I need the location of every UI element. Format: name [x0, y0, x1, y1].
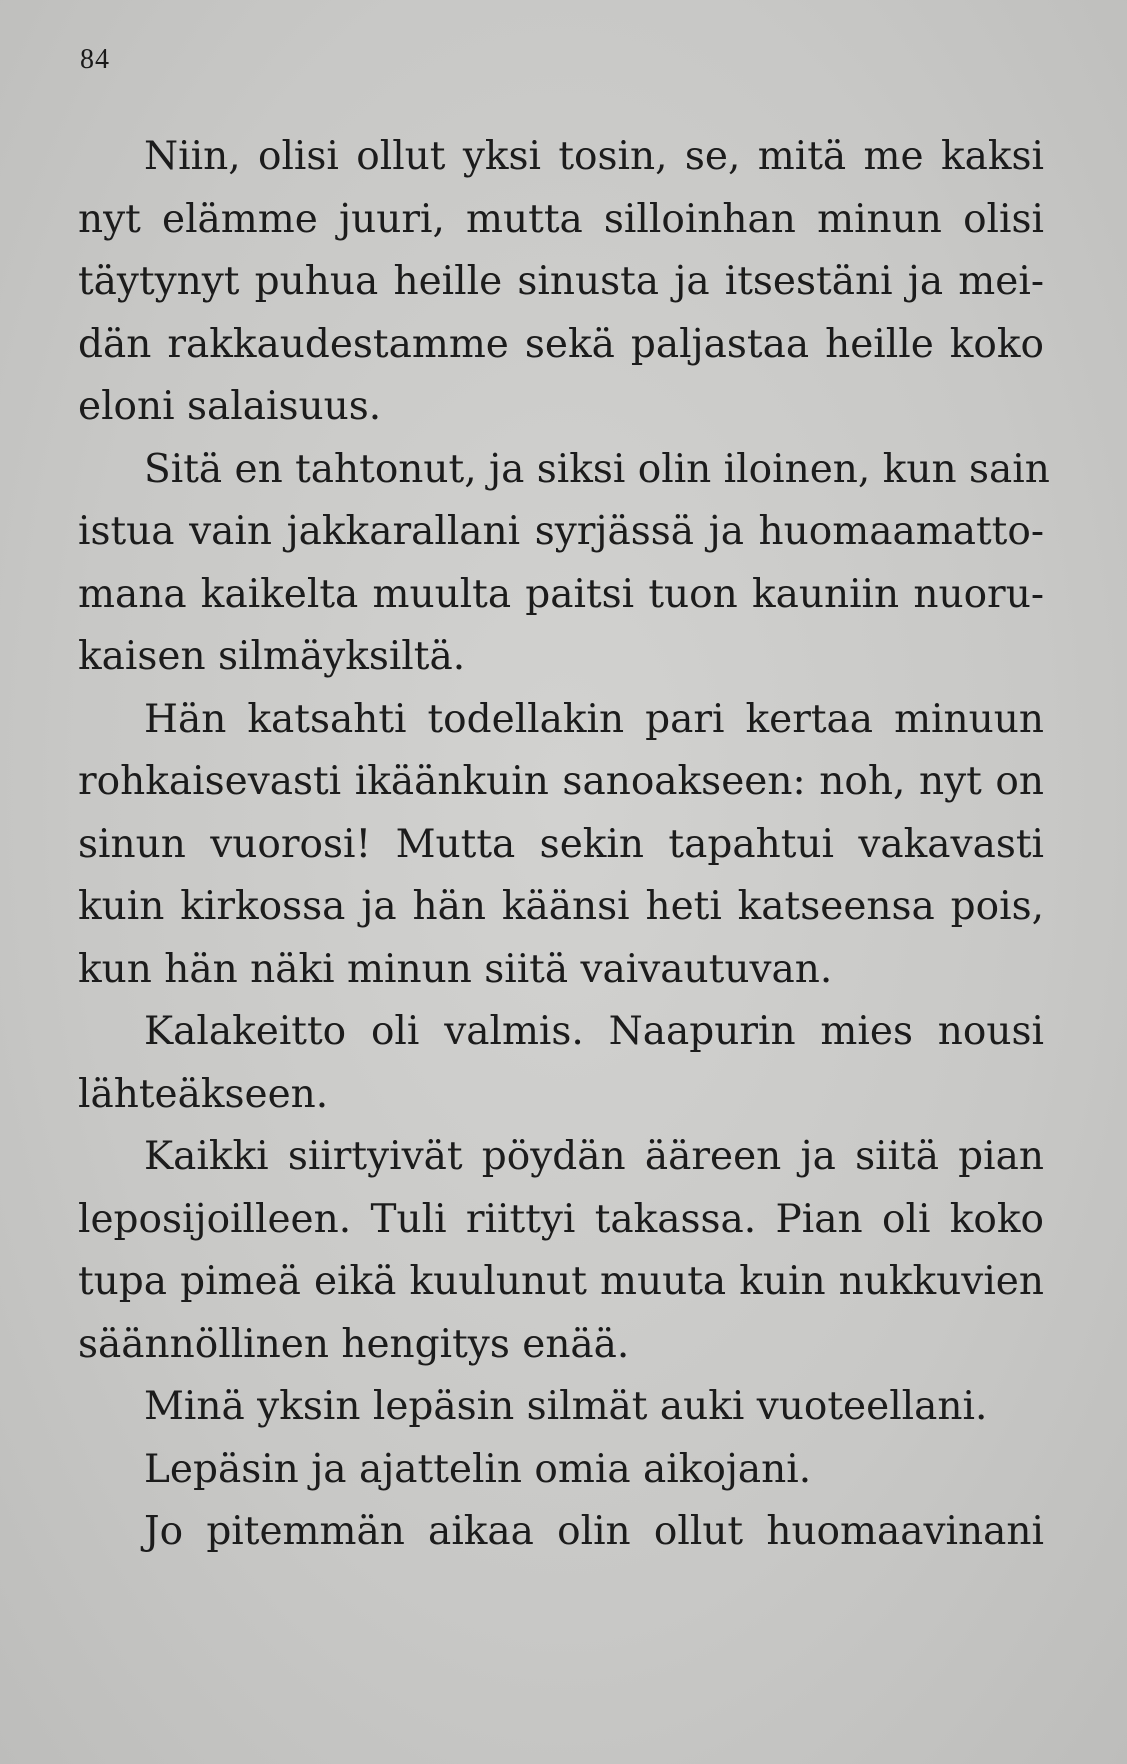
- text-line: kun hän näki minun siitä vaivautuvan.: [78, 946, 833, 992]
- text-line: täytynyt puhua heille sinusta ja itsestäni ja mei-: [78, 259, 1044, 304]
- text-line: Sitä en tahtonut, ja siksi olin iloinen, kun sain: [144, 446, 1050, 492]
- text-line: lähteäkseen.: [78, 1071, 329, 1117]
- text-line: Hän katsahti todellakin pari kertaa minuun: [144, 696, 1044, 742]
- text-line: kaisen silmäyksiltä.: [78, 634, 466, 679]
- text-line: Niin, olisi ollut yksi tosin, se, mitä me kaksi: [144, 134, 1044, 179]
- text-line: säännöllinen hengitys enää.: [78, 1321, 630, 1367]
- text-line: rohkaisevasti ikäänkuin sanoakseen: noh, nyt on: [78, 759, 1044, 804]
- text-line: eloni salaisuus.: [78, 384, 382, 429]
- text-line: Kalakeitto oli valmis. Naapurin mies nousi: [144, 1009, 1044, 1054]
- text-line: Jo pitemmän aikaa olin ollut huomaavinani: [144, 1509, 1044, 1554]
- body-text: [78, 126, 1050, 1564]
- text-line: Kaikki siirtyivät pöydän ääreen ja siitä pian: [144, 1134, 1044, 1179]
- text-line: dän rakkaudestamme sekä paljastaa heille koko: [78, 321, 1044, 367]
- text-line: Minä yksin lepäsin silmät auki vuoteellani.: [144, 1384, 988, 1429]
- text-line: mana kaikelta muulta paitsi tuon kauniin nuoru-: [78, 571, 1044, 617]
- page-number: 84: [80, 44, 110, 75]
- text-line: istua vain jakkarallani syrjässä ja huomaamatto-: [78, 509, 1044, 554]
- text-line: nyt elämme juuri, mutta silloinhan minun olisi: [78, 196, 1044, 242]
- text-line: sinun vuorosi! Mutta sekin tapahtui vakavasti: [78, 821, 1044, 867]
- text-line: leposijoilleen. Tuli riittyi takassa. Pian oli koko: [78, 1196, 1044, 1242]
- text-line: kuin kirkossa ja hän käänsi heti katseensa pois,: [78, 884, 1044, 929]
- text-line: Lepäsin ja ajattelin omia aikojani.: [144, 1446, 812, 1492]
- text-line: tupa pimeä eikä kuulunut muuta kuin nukkuvien: [78, 1259, 1044, 1304]
